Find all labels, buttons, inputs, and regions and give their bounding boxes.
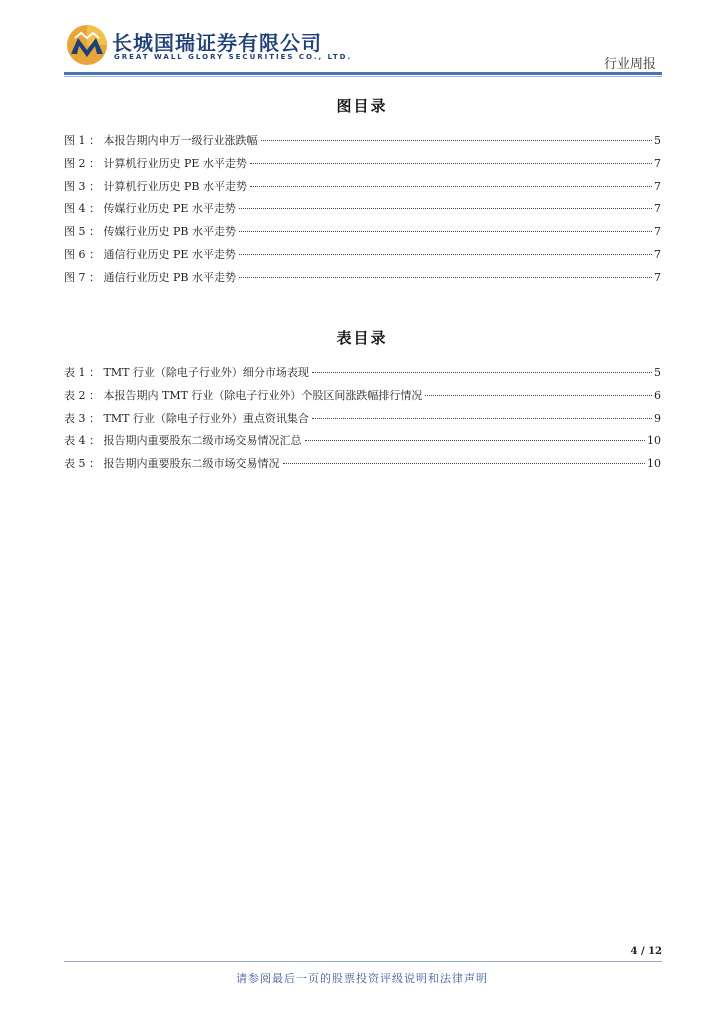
toc-entry-label: 表 1 ： TMT 行业（除电子行业外）细分市场表现 (64, 366, 309, 379)
toc-entry[interactable] (64, 364, 661, 387)
toc-entry-label: 图 7 ： 通信行业历史 PB 水平走势 (64, 270, 236, 284)
toc-entry-label: 表 5 ： 报告期内重要股东二级市场交易情况 (64, 457, 280, 471)
company-name-en: GREAT WALL GLORY SECURITIES CO., LTD. (114, 53, 353, 61)
toc-entry-page: 10 (647, 457, 661, 471)
toc-entry-page: 10 (647, 434, 661, 448)
toc-entry-page: 7 (654, 247, 661, 261)
toc-entry-page: 7 (654, 156, 661, 170)
toc-leader-dots (239, 254, 652, 255)
toc-leader-dots (425, 395, 652, 396)
toc-leader-dots (261, 140, 653, 141)
toc-leader-dots (312, 372, 652, 373)
toc-entry-label: 图 4 ： 传媒行业历史 PE 水平走势 (64, 202, 236, 216)
toc-entry-page: 7 (654, 225, 661, 239)
toc-entry[interactable] (64, 178, 661, 201)
toc-leader-dots (250, 163, 652, 164)
toc-entry[interactable] (64, 200, 661, 223)
page-number: 4 / 12 (630, 946, 662, 957)
footer-rule (64, 961, 662, 962)
toc-entry-label: 表 3 ： TMT 行业（除电子行业外）重点资讯集合 (64, 411, 309, 425)
toc-entry[interactable] (64, 223, 661, 246)
toc-entry-label: 表 2 ： 本报告期内 TMT 行业（除电子行业外）个股区间涨跌幅排行情况 (64, 388, 423, 402)
figures-toc (64, 132, 661, 292)
report-type-label: 行业周报 (603, 57, 656, 72)
toc-leader-dots (283, 463, 646, 464)
toc-entry-page: 5 (654, 366, 661, 379)
toc-entry[interactable] (64, 155, 661, 178)
toc-entry[interactable] (64, 132, 661, 155)
header-rule-thin (64, 76, 662, 77)
toc-entry-label: 图 1 ： 本报告期内申万一级行业涨跌幅 (64, 134, 258, 147)
page-header (0, 0, 724, 80)
toc-entry-page: 7 (654, 202, 661, 216)
toc-entry[interactable] (64, 455, 661, 478)
toc-entry[interactable] (64, 410, 661, 433)
figures-toc-title: 图目录 (336, 97, 388, 115)
toc-entry-label: 图 6 ： 通信行业历史 PE 水平走势 (64, 247, 236, 261)
toc-leader-dots (239, 277, 652, 278)
toc-entry[interactable] (64, 246, 661, 269)
header-rule (64, 72, 662, 75)
toc-leader-dots (239, 231, 652, 232)
tables-toc-title: 表目录 (336, 329, 388, 347)
toc-entry-label: 图 5 ： 传媒行业历史 PB 水平走势 (64, 225, 236, 239)
toc-entry[interactable] (64, 387, 661, 410)
toc-entry[interactable] (64, 269, 661, 292)
toc-leader-dots (239, 208, 652, 209)
footer-disclaimer: 请参阅最后一页的股票投资评级说明和法律声明 (236, 972, 488, 985)
toc-leader-dots (312, 418, 652, 419)
toc-leader-dots (305, 440, 646, 441)
toc-entry-page: 9 (654, 411, 661, 425)
toc-entry-page: 5 (654, 134, 661, 147)
toc-entry-page: 7 (654, 270, 661, 284)
toc-entry-label: 表 4 ： 报告期内重要股东二级市场交易情况汇总 (64, 434, 302, 448)
toc-entry[interactable] (64, 432, 661, 455)
tables-toc (64, 364, 661, 478)
company-name-cn: 长城国瑞证券有限公司 (112, 31, 322, 55)
toc-leader-dots (250, 186, 652, 187)
company-logo-icon (66, 24, 108, 66)
toc-entry-page: 6 (654, 388, 661, 402)
toc-entry-label: 图 3 ： 计算机行业历史 PB 水平走势 (64, 179, 247, 193)
toc-entry-label: 图 2 ： 计算机行业历史 PE 水平走势 (64, 156, 247, 170)
toc-entry-page: 7 (654, 179, 661, 193)
